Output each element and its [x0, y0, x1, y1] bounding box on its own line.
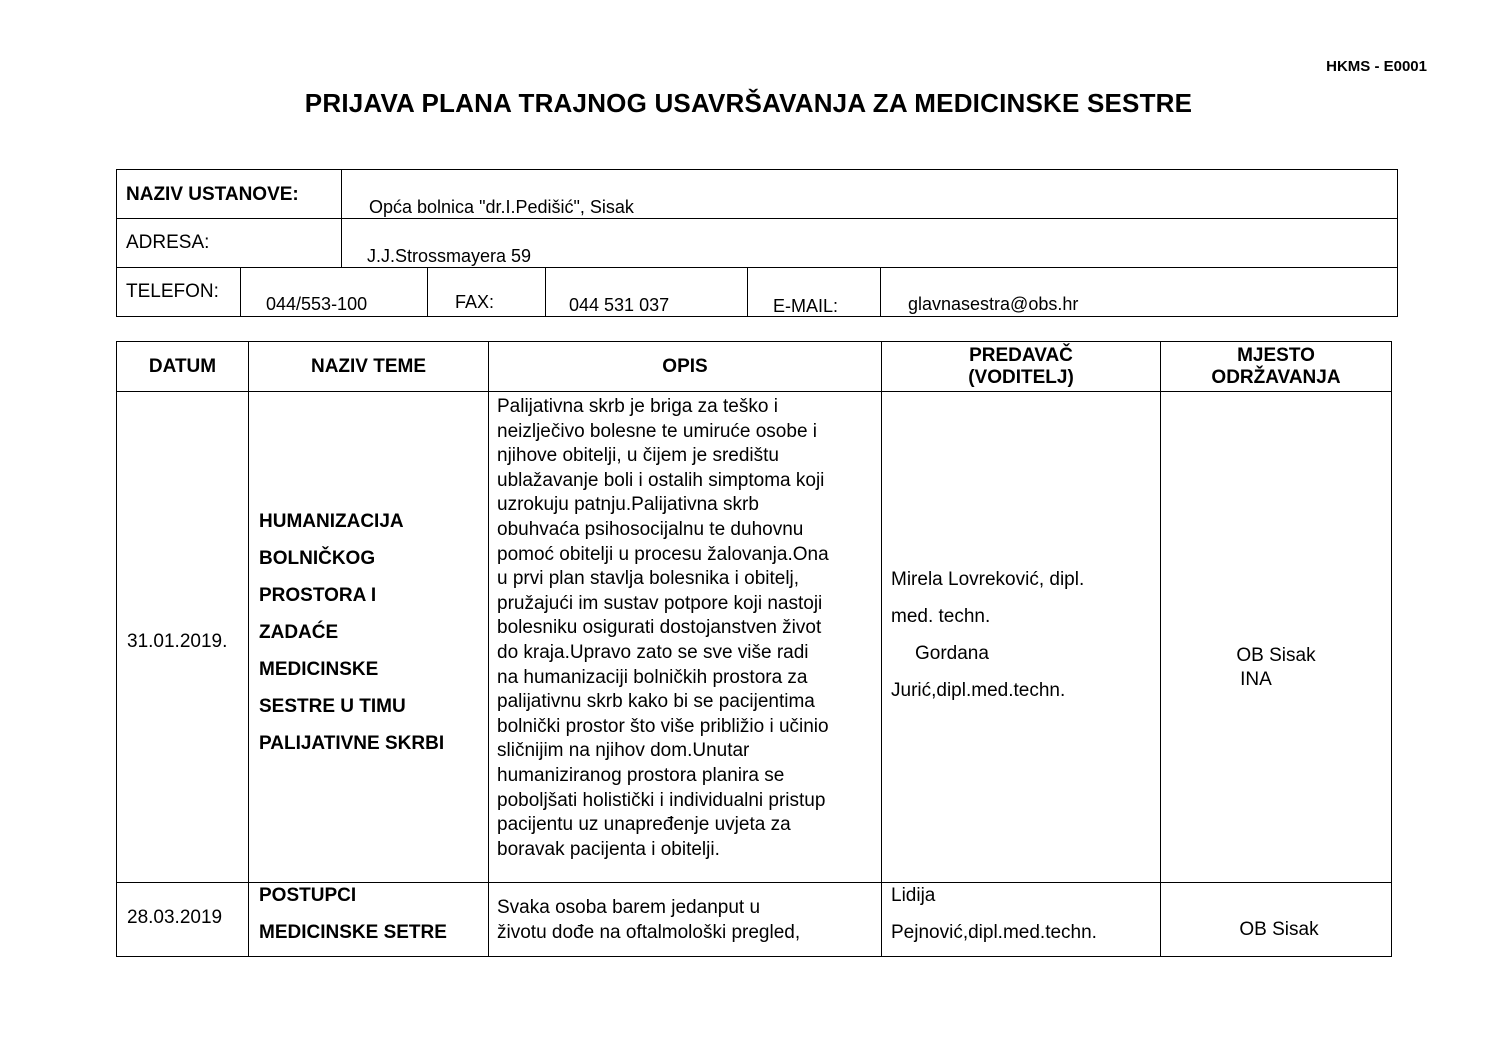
address-label: ADRESA:	[126, 232, 210, 253]
institution-name-value: Opća bolnica "dr.I.Pedišić", Sisak	[369, 197, 634, 217]
row-lecturer: Mirela Lovreković, dipl. med. techn. Gordana Jurić,dipl.med.techn.	[882, 392, 1161, 883]
table-header-row	[117, 342, 1392, 392]
header-topic: NAZIV TEME	[249, 342, 489, 392]
plan-table	[116, 341, 1392, 957]
row-location: OB Sisak INA	[1161, 392, 1392, 883]
fax-value: 044 531 037	[569, 295, 670, 315]
header-lecturer: PREDAVAČ (VODITELJ)	[882, 342, 1161, 392]
row-lecturer: Lidija Pejnović,dipl.med.techn.	[882, 883, 1161, 957]
page-title: PRIJAVA PLANA TRAJNOG USAVRŠAVANJA ZA MEDICINSKE SESTRE	[304, 88, 1193, 118]
row-date: 28.03.2019	[117, 883, 249, 957]
header-date: DATUM	[117, 342, 249, 392]
header-location: MJESTO ODRŽAVANJA	[1161, 342, 1392, 392]
table-row	[117, 392, 1392, 883]
header-description: OPIS	[489, 342, 882, 392]
phone-value: 044/553-100	[266, 294, 368, 314]
table-row	[117, 883, 1392, 957]
email-value: glavnasestra@obs.hr	[908, 294, 1079, 314]
row-date: 31.01.2019.	[117, 392, 249, 883]
email-label: E-MAIL:	[773, 296, 839, 316]
row-location: OB Sisak	[1161, 883, 1392, 957]
form-code: HKMS - E0001	[1326, 58, 1427, 75]
row-topic: POSTUPCI MEDICINSKE SETRE	[249, 883, 489, 957]
fax-label: FAX:	[455, 292, 495, 312]
row-topic: HUMANIZACIJA BOLNIČKOG PROSTORA I ZADAĆE MEDICINSKE SESTRE U TIMU PALIJATIVNE SKRBI	[249, 392, 489, 883]
institution-info-box	[116, 169, 1398, 317]
row-description: Palijativna skrb je briga za teško i neizlječivo bolesne te umiruće osobe i njihove obitelji, u čijem je središtu ublažavanje boli i ostalih simptoma koji uzrokuju patnju.Palijativna skrb obuhvaća psihosocijalnu te duhovnu pomoć obitelji u procesu žalovanja.Ona u prvi plan stavlja bolesnika i obitelj, pružajući im sustav potpore koji nastoji bolesniku osigurati dostojanstven život do kraja.Upravo zato se sve više radi na humanizaciji bolničkih prostora za palijativnu skrb kako bi se pacijentima bolnički prostor što više približio i učinio sličnijim na njihov dom.Unutar humaniziranog prostora planira se poboljšati holistički i individualni pristup pacijentu uz unapređenje uvjeta za boravak pacijenta i obitelji.	[489, 392, 882, 883]
address-value: J.J.Strossmayera 59	[367, 246, 532, 266]
institution-name-label: NAZIV USTANOVE:	[126, 184, 299, 205]
row-description: Svaka osoba barem jedanput u životu dođe na oftalmološki pregled,	[489, 883, 882, 957]
phone-label: TELEFON:	[126, 281, 219, 302]
